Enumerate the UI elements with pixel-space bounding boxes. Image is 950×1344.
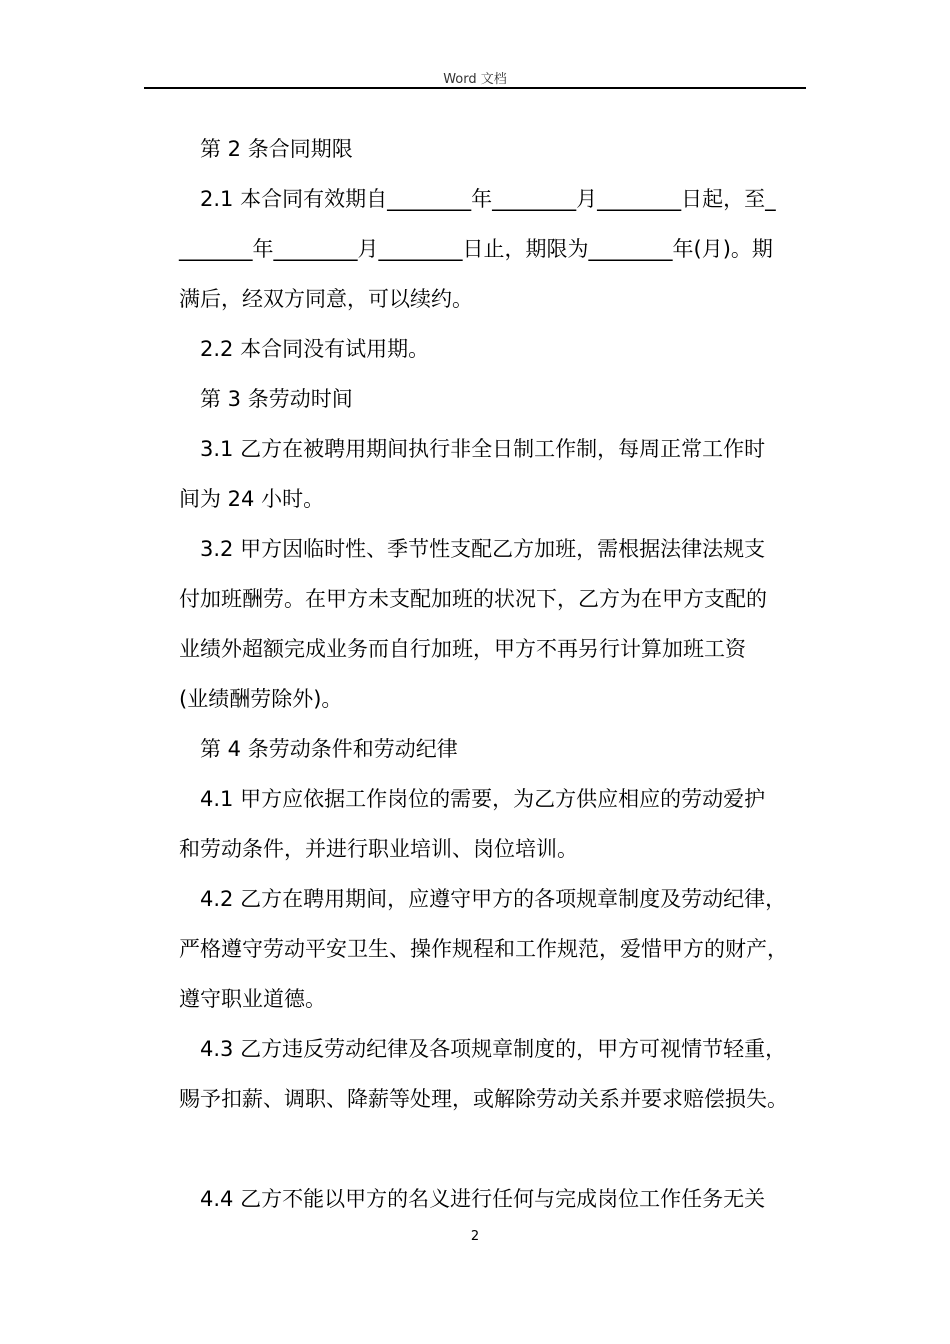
paragraph-line: 3.1 乙方在被聘用期间执行非全日制工作制，每周正常工作时 bbox=[200, 437, 766, 461]
paragraph-line: 遵守职业道德。 bbox=[179, 987, 326, 1011]
document-body bbox=[179, 124, 819, 1224]
article-4-heading: 第 4 条劳动条件和劳动纪律 bbox=[200, 737, 458, 761]
paragraph-line: 严格遵守劳动平安卫生、操作规程和工作规范，爱惜甲方的财产， bbox=[179, 937, 788, 961]
paragraph-line: 2.2 本合同没有试用期。 bbox=[200, 337, 430, 361]
paragraph-line: 3.2 甲方因临时性、季节性支配乙方加班，需根据法律法规支 bbox=[200, 537, 766, 561]
paragraph-line: 2.1 本合同有效期自________年________月________日起，至_ bbox=[200, 187, 776, 211]
header-divider bbox=[144, 87, 806, 89]
paragraph-line: _______年________月________日止，期限为________年(月)。期 bbox=[179, 237, 773, 261]
article-2-heading: 第 2 条合同期限 bbox=[200, 137, 353, 161]
paragraph-line: 4.1 甲方应依据工作岗位的需要，为乙方供应相应的劳动爱护 bbox=[200, 787, 766, 811]
paragraph-line: 4.2 乙方在聘用期间，应遵守甲方的各项规章制度及劳动纪律， bbox=[200, 887, 787, 911]
paragraph-line: 满后，经双方同意，可以续约。 bbox=[179, 287, 473, 311]
paragraph-line: 间为 24 小时。 bbox=[179, 487, 325, 511]
paragraph-line: 和劳动条件，并进行职业培训、岗位培训。 bbox=[179, 837, 578, 861]
page-number: 2 bbox=[470, 1229, 480, 1244]
article-3-heading: 第 3 条劳动时间 bbox=[200, 387, 353, 411]
paragraph-line: 业绩外超额完成业务而自行加班，甲方不再另行计算加班工资 bbox=[179, 637, 746, 661]
paragraph-line: 4.3 乙方违反劳动纪律及各项规章制度的，甲方可视情节轻重， bbox=[200, 1037, 787, 1061]
paragraph-line: 赐予扣薪、调职、降薪等处理，或解除劳动关系并要求赔偿损失。 bbox=[179, 1087, 788, 1111]
paragraph-line: (业绩酬劳除外)。 bbox=[179, 687, 343, 711]
paragraph-line: 4.4 乙方不能以甲方的名义进行任何与完成岗位工作任务无关 bbox=[200, 1187, 766, 1211]
document-header: Word 文档 bbox=[443, 72, 507, 87]
paragraph-line: 付加班酬劳。在甲方未支配加班的状况下，乙方为在甲方支配的 bbox=[179, 587, 767, 611]
